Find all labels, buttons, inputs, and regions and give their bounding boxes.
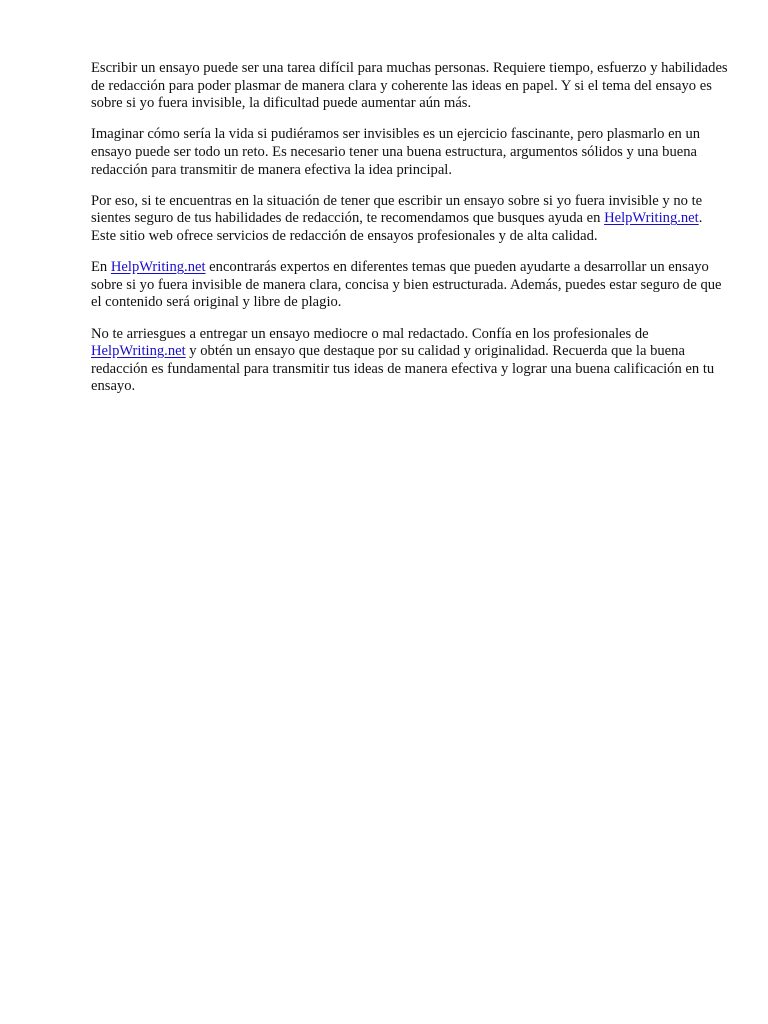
paragraph-5 bbox=[91, 326, 731, 396]
paragraph-3-text-before: Por eso, si te encuentras en la situación de tener que escribir un ensayo sobre si yo fuera invisible y no te sientes seguro de tus habilidades de redacción, te recomendamos que busques ayuda en bbox=[91, 192, 703, 227]
paragraph-3 bbox=[91, 193, 731, 246]
helpwriting-link[interactable]: HelpWriting.net bbox=[604, 210, 699, 227]
helpwriting-link[interactable]: HelpWriting.net bbox=[110, 259, 206, 276]
paragraph-2-text: Imaginar cómo sería la vida si pudiéramos ser invisibles es un ejercicio fascinante, pero plasmarlo en un ensayo puede ser todo un reto. Es necesario tener una buena estructura, argumentos sólidos y una buena redacción para transmitir de manera efectiva la idea principal. bbox=[91, 126, 701, 178]
paragraph-5-text-before: No te arriesgues a entregar un ensayo mediocre o mal redactado. Confía en los profesionales de bbox=[91, 325, 649, 342]
paragraph-4-text-after: encontrarás expertos en diferentes temas que pueden ayudarte a desarrollar un ensayo sobre si yo fuera invisible de manera clara, concisa y bien estructurada. Además, puedes estar seguro de que el contenido será original y libre de plagio. bbox=[91, 259, 722, 311]
paragraph-1 bbox=[91, 60, 731, 113]
paragraph-5-text-after: y obtén un ensayo que destaque por su calidad y originalidad. Recuerda que la buena redacción es fundamental para transmitir tus ideas de manera efectiva y lograr una buena calificación en tu ensayo. bbox=[91, 343, 715, 395]
paragraph-2 bbox=[91, 126, 731, 179]
helpwriting-link[interactable]: HelpWriting.net bbox=[91, 343, 186, 360]
paragraph-1-text: Escribir un ensayo puede ser una tarea difícil para muchas personas. Requiere tiempo, esfuerzo y habilidades de redacción para poder plasmar de manera clara y coherente las ideas en papel. Y si el tema del ensayo es sobre si yo fuera invisible, la dificultad puede aumentar aún más. bbox=[91, 60, 728, 112]
paragraph-4 bbox=[91, 259, 731, 312]
paragraph-4-text-before: En bbox=[91, 259, 111, 276]
document-body bbox=[91, 60, 731, 409]
paragraph-3-text-after: . Este sitio web ofrece servicios de redacción de ensayos profesionales y de alta calidad. bbox=[91, 210, 703, 244]
